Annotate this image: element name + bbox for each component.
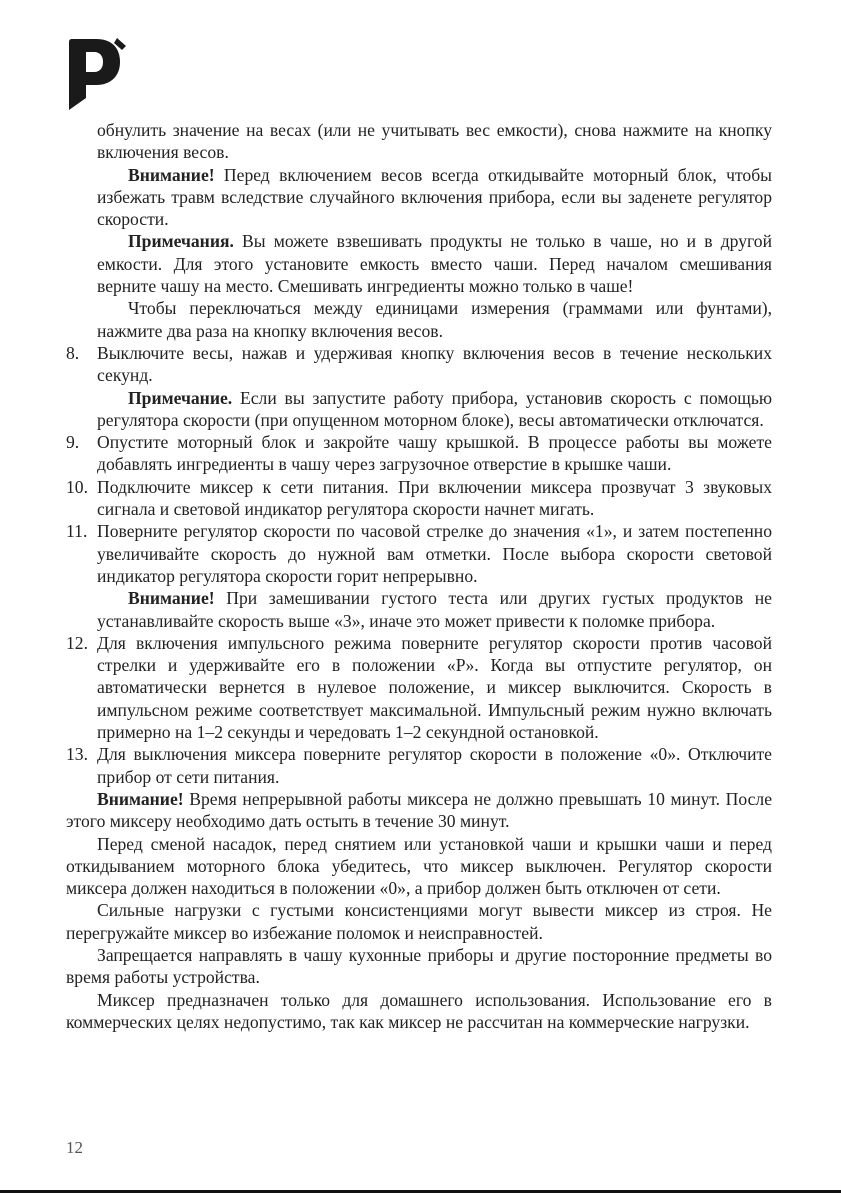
- paragraph: Миксер предназначен только для домашнего использования. Использование его в коммерческих целях недопустимо, так как миксер не рассчитан на коммерческие нагрузки.: [66, 989, 772, 1032]
- step-11: 11. Поверните регулятор скорости по часовой стрелке до значения «1», и затем постепенно увеличивайте скорость до нужной вам отметки. После выбора скорости световой индикатор регулятора скорости горит непрерывно.: [66, 521, 772, 586]
- paragraph: Запрещается направлять в чашу кухонные приборы и другие посторонние предметы во время работы устройства.: [66, 944, 772, 988]
- step-9: 9. Опустите моторный блок и закройте чашу крышкой. В процессе работы вы можете добавлять ингредиенты в чашу через загрузочное отверстие в крышке чаши.: [66, 432, 772, 475]
- step-8: 8. Выключите весы, нажав и удерживая кнопку включения весов в течение нескольких секунд.: [66, 342, 772, 386]
- instruction-text: [66, 119, 772, 1033]
- note-paragraph: Примечания. Вы можете взвешивать продукты не только в чаше, но и в другой емкости. Для этого установите емкость вместо чаши. Перед началом смешивания верните чашу на место. Смешивать ингредиенты можно только в чаше!: [97, 231, 772, 297]
- note-paragraph: Примечание. Если вы запустите работу прибора, установив скорость с помощью регулятора скорости (при опущенном моторном блоке), весы автоматически отключатся.: [97, 387, 772, 430]
- step-13: 13. Для выключения миксера поверните регулятор скорости в положение «0». Отключите прибор от сети питания.: [66, 744, 772, 787]
- paragraph: Перед сменой насадок, перед снятием или установкой чаши и крышки чаши и перед откидыванием моторного блока убедитесь, что миксер выключен. Регулятор скорости миксера должен находиться в положении «0», а прибор должен быть отключен от сети.: [66, 833, 772, 899]
- paragraph: обнулить значение на весах (или не учитывать вес емкости), снова нажмите на кнопку включения весов.: [97, 120, 772, 163]
- paragraph: Сильные нагрузки с густыми консистенциями могут вывести миксер из строя. Не перегружайте миксер во избежание поломок и неисправностей.: [66, 900, 772, 943]
- brand-logo-icon: [66, 38, 130, 114]
- step-12: 12. Для включения импульсного режима поверните регулятор скорости против часовой стрелки и удерживайте его в положении «P». Когда вы отпустите регулятор, он автоматически вернется в нулевое положение, и миксер выключится. Скорость в импульсном режиме соответствует максимальной. Импульсный режим нужно включать примерно на 1–2 секунды и чередовать 1–2 секундной остановкой.: [66, 632, 772, 743]
- warning-paragraph: Внимание! Время непрерывной работы миксера не должно превышать 10 минут. После этого миксеру необходимо дать остыть в течение 30 минут.: [66, 788, 772, 832]
- page-number: 12: [66, 1138, 83, 1157]
- paragraph: Чтобы переключаться между единицами измерения (граммами или фунтами), нажмите два раза на кнопку включения весов.: [97, 298, 772, 341]
- step-10: 10. Подключите миксер к сети питания. При включении миксера прозвучат 3 звуковых сигнала и световой индикатор регулятора скорости начнет мигать.: [66, 476, 772, 520]
- warning-paragraph: Внимание! При замешивании густого теста или других густых продуктов не устанавливайте скорость выше «3», иначе это может привести к поломке прибора.: [97, 588, 772, 631]
- warning-paragraph: Внимание! Перед включением весов всегда откидывайте моторный блок, чтобы избежать травм вследствие случайного включения прибора, если вы заденете регулятор скорости.: [97, 164, 772, 230]
